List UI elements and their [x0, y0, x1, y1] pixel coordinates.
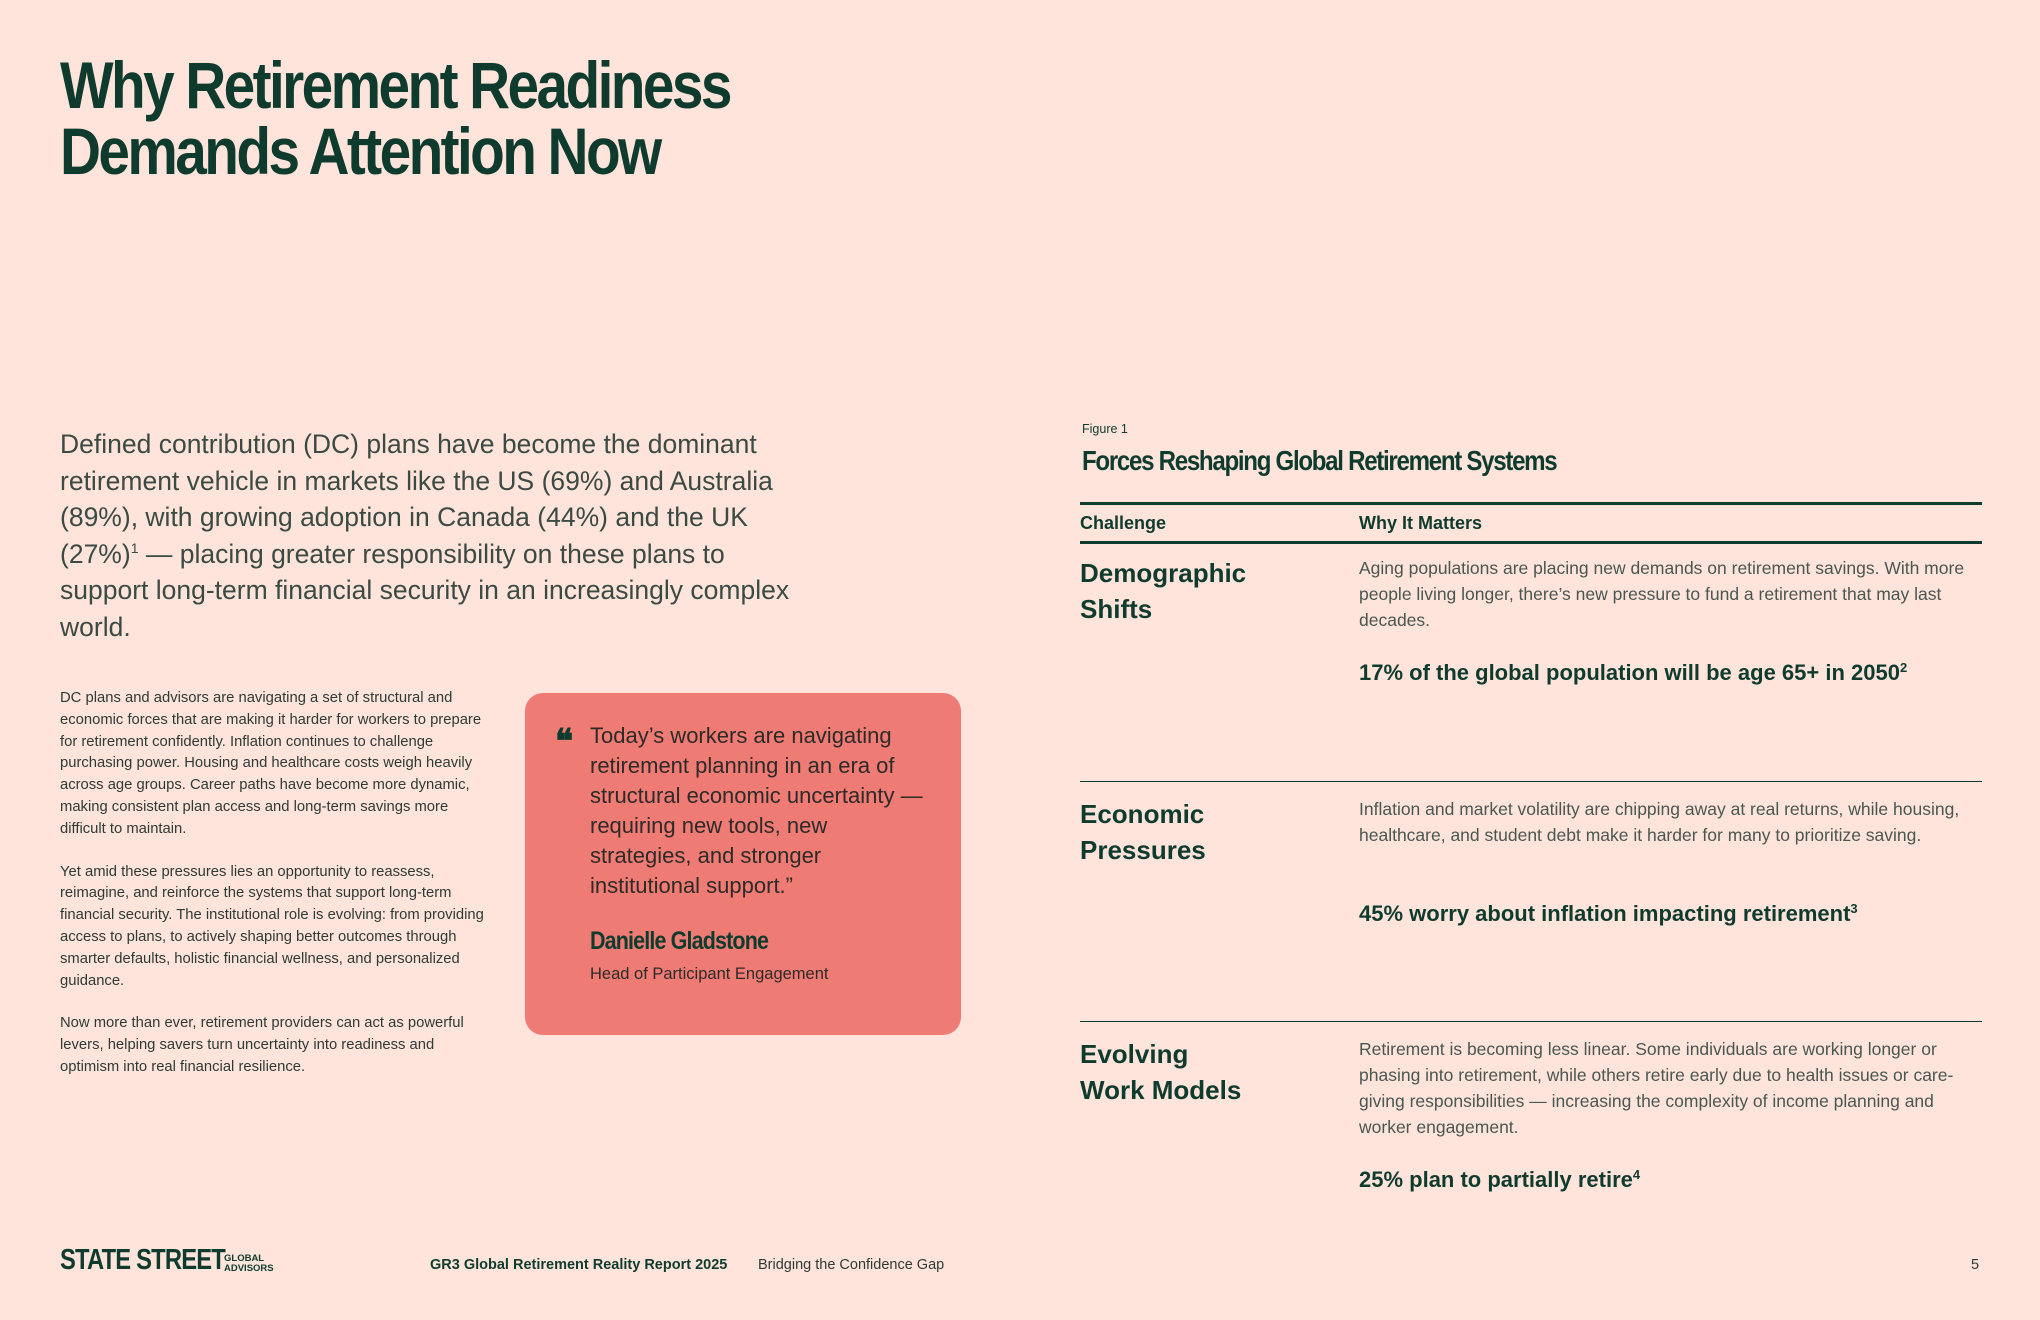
state-street-logo	[60, 1244, 274, 1277]
challenge-name-line-2: Pressures	[1080, 835, 1206, 865]
intro-text-after: — placing greater responsibility on these plans to support long-term financial security in an increasingly complex world.	[60, 538, 790, 642]
table-row	[1080, 1021, 1982, 1222]
challenge-stat-text: 17% of the global population will be age 65+ in 2050	[1359, 660, 1900, 685]
challenge-stat-footnote: 3	[1850, 901, 1858, 916]
challenge-name-line-1: Economic	[1080, 799, 1205, 829]
intro-paragraph	[60, 426, 790, 645]
header-challenge: Challenge	[1080, 513, 1167, 533]
body-text-column	[60, 688, 490, 1100]
challenge-name	[1080, 1036, 1330, 1108]
page-number: 5	[1971, 1257, 1980, 1273]
logo-wordmark: STATE STREET	[60, 1244, 225, 1276]
table-row	[1080, 781, 1982, 1022]
challenge-name-line-1: Demographic	[1080, 558, 1247, 588]
quote-mark-icon: ❝	[555, 722, 574, 762]
challenge-description: Retirement is becoming less linear. Some individuals are working longer or phasing into retirement, while others retire early due to health issues or care-giving responsibilities — increasing the complexity of income planning and worker engagement.	[1359, 1039, 1954, 1137]
challenge-name	[1080, 555, 1330, 627]
logo-subtext-line-1: GLOBAL	[224, 1253, 265, 1264]
logo-subtext-line-2: ADVISORS	[224, 1263, 274, 1274]
challenge-stat	[1359, 1165, 1959, 1195]
quote-text: Today’s workers are navigating retirement planning in an era of structural economic uncertainty — requiring new tools, new strategies, and stronger institutional support.”	[590, 723, 923, 898]
challenge-stat-text: 45% worry about inflation impacting retirement	[1359, 901, 1851, 926]
logo-subtext	[224, 1254, 274, 1274]
challenge-stat	[1359, 658, 1959, 688]
quote-author-role: Head of Participant Engagement	[590, 965, 829, 983]
challenge-name-line-2: Shifts	[1080, 594, 1153, 624]
footer-report-subtitle: Bridging the Confidence Gap	[758, 1257, 945, 1273]
body-paragraph-1: DC plans and advisors are navigating a set of structural and economic forces that are making it harder for workers to prepare for retirement confidently. Inflation continues to challenge purchasing power. Housing and healthcare costs weigh heavily across age groups. Career paths have become more dynamic, making consistent plan access and long-term savings more difficult to maintain.	[60, 690, 482, 837]
challenge-description: Aging populations are placing new demands on retirement savings. With more people living longer, there’s new pressure to fund a retirement that may last decades.	[1359, 558, 1965, 630]
challenge-name-line-1: Evolving	[1080, 1039, 1189, 1069]
quote-author-name: Danielle Gladstone	[590, 927, 769, 955]
challenge-stat	[1359, 899, 1959, 929]
table-row	[1080, 541, 1982, 781]
figure-title: Forces Reshaping Global Retirement Systems	[1082, 445, 1557, 476]
body-paragraph-2: Yet amid these pressures lies an opportunity to reassess, reimagine, and reinforce the systems that support long-term financial security. The institutional role is evolving: from providing access to plans, to actively shaping better outcomes through smarter defaults, holistic financial wellness, and personalized guidance.	[60, 863, 484, 989]
page-title-line-1: Why Retirement Readiness	[60, 48, 730, 122]
challenge-description: Inflation and market volatility are chipping away at real returns, while housing, healthcare, and student debt make it harder for many to prioritize saving.	[1359, 799, 1960, 845]
figure-label: Figure 1	[1082, 422, 1128, 436]
challenge-name-line-2: Work Models	[1080, 1075, 1242, 1105]
forces-table	[1080, 502, 1982, 1192]
page-title	[60, 48, 834, 188]
table-header	[1080, 502, 1982, 544]
intro-footnote: 1	[130, 539, 139, 556]
body-paragraph-3: Now more than ever, retirement providers can act as powerful levers, helping savers turn uncertainty into readiness and optimism into real financial resilience.	[60, 1015, 464, 1075]
quote-card	[525, 693, 961, 1035]
challenge-name	[1080, 796, 1330, 868]
challenge-stat-footnote: 4	[1632, 1167, 1641, 1182]
challenge-stat-text: 25% plan to partially retire	[1359, 1167, 1633, 1192]
header-why-it-matters: Why It Matters	[1359, 513, 1483, 533]
page-title-line-2: Demands Attention Now	[60, 114, 660, 188]
challenge-stat-footnote: 2	[1899, 660, 1908, 675]
intro-text: Defined contribution (DC) plans have become the dominant retirement vehicle in markets like the US (69%) and Australia (89%), with growing adoption in Canada (44%) and the UK (27%)	[60, 429, 773, 569]
footer-report-title: GR3 Global Retirement Reality Report 2025	[430, 1257, 728, 1273]
